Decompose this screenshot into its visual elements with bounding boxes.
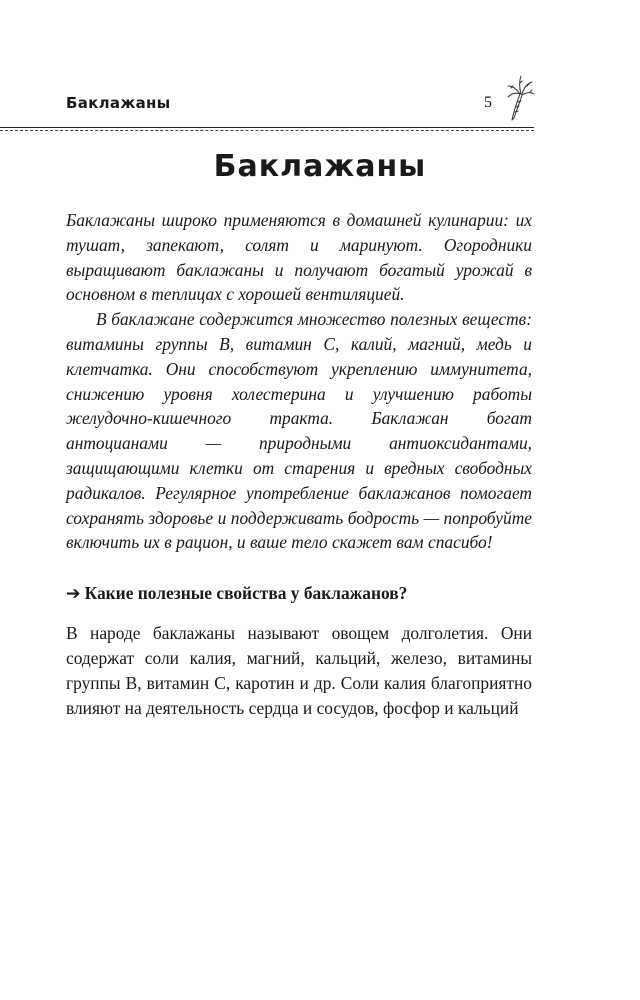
question-heading xyxy=(66,581,532,606)
running-title: Баклажаны xyxy=(66,94,171,112)
chapter-title: Баклажаны xyxy=(213,149,427,184)
vegetable-sprig-icon xyxy=(502,74,536,124)
intro-paragraph: Баклажаны широко применяются в домашней кулинарии: их тушат, запекают, солят и маринуют. Огородники выращивают баклажаны и получают богатый урожай в основном в теплицах с хорошей вентиляцией. xyxy=(66,210,532,305)
page-number: 5 xyxy=(484,94,492,111)
arrow-right-icon: ➔ xyxy=(66,584,81,605)
running-header xyxy=(66,92,534,122)
intro-paragraph: В баклажане содержится множество полезных веществ: витамины группы B, витамин C, калий, магний, медь и клетчатка. Они способствуют укреплению иммунитета, снижению уровня холестерина и улучшению работы желудочно-кишечного тракта. Баклажан богат антоцианами — природными антиоксидантами, защищающими клетки от старения и вредных свободных радикалов. Регулярное употребление баклажанов помогает сохранять здоровье и поддерживать бодрость — попробуйте включить их в рацион, и ваше тело скажет вам спасибо! xyxy=(66,309,532,553)
page-body xyxy=(66,208,532,720)
answer-paragraph: В народе баклажаны называют овощем долголетия. Они содержат соли калия, магний, кальций, железо, витамины группы В, витамин С, каротин и др. Соли калия благоприятно влияют на деятельность сердца и сосудов, фосфор и кальций xyxy=(66,623,532,718)
question-text: Какие полезные свойства у баклажанов? xyxy=(84,583,408,604)
header-rule xyxy=(0,127,534,131)
